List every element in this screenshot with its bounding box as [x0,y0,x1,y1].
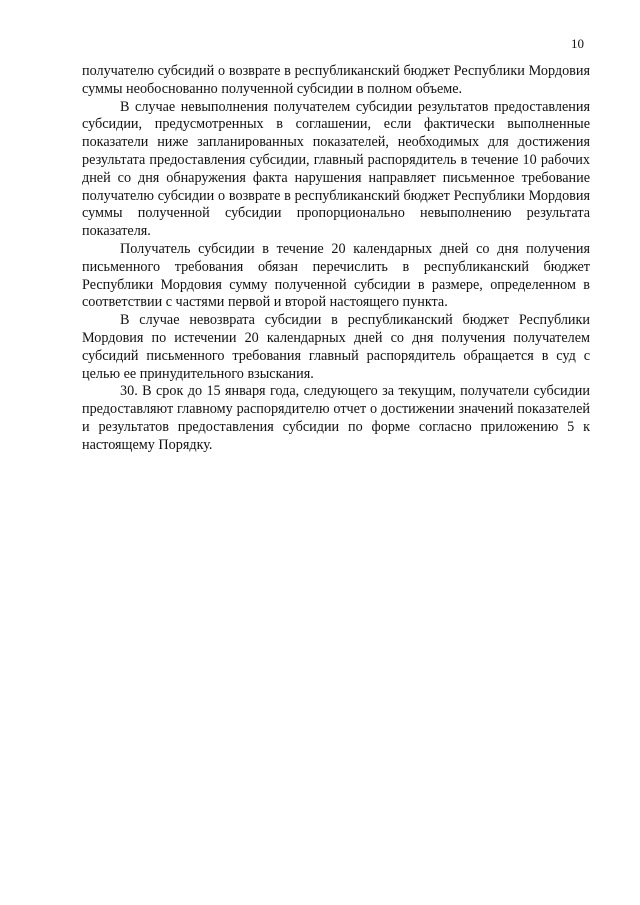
document-body [82,63,590,455]
paragraph-refund-obligation: Получатель субсидии в течение 20 календарных дней со дня получения письменного требования обязан перечислить в республиканский бюджет Республики Мордовия сумму полученной субсидии в размере, определенном в соответствии с частями первой и второй настоящего пункта. [82,240,590,311]
page-number: 10 [571,36,584,51]
paragraph-court-recovery: В случае невозврата субсидии в республиканский бюджет Республики Мордовия по истечении 20 календарных дней со дня получения получателем субсидий письменного требования главный распорядитель обращается в суд с целью ее принудительного взыскания. [82,312,590,382]
paragraph-item-30: 30. В срок до 15 января года, следующего за текущим, получатели субсидии предоставляют главному распорядителю отчет о достижении значений показателей и результатов предоставления субсидии по форме согласно приложению 5 к настоящему Порядку. [82,383,590,453]
paragraph-nonfulfillment: В случае невыполнения получателем субсидии результатов предоставления субсидии, предусмотренных в соглашении, если фактически выполненные показатели ниже запланированных показателей, необходимых для достижения результата предоставления субсидии, главный распорядитель в течение 10 рабочих дней со дня обнаружения факта нарушения направляет письменное требование получателю субсидии о возврате в республиканский бюджет Республики Мордовия суммы полученной субсидии пропорционально невыполнению результата показателя. [82,98,590,240]
paragraph-continuation: получателю субсидий о возврате в республиканский бюджет Республики Мордовия суммы необоснованно полученной субсидии в полном объеме. [82,63,590,97]
